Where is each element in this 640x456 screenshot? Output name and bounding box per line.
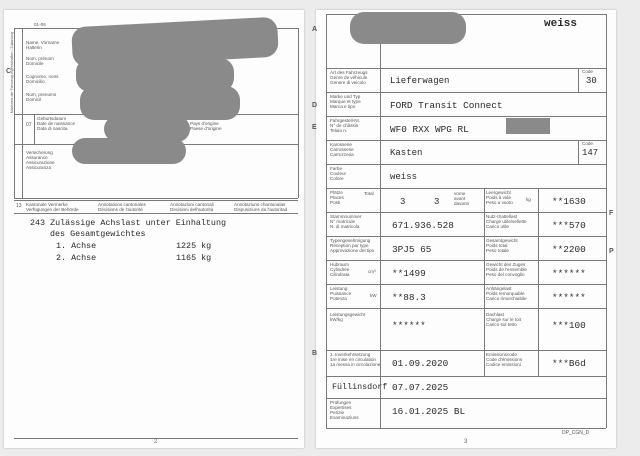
empty-weight-value: **1630 [552, 196, 586, 207]
payload-label: Nutz-/Sattellast Charge utile/sellette Carico utile [486, 214, 527, 229]
seats-front-value: 3 [434, 197, 440, 207]
trailer-label: Anhängelast Poids remorquable Carico rimorchiabile [486, 286, 527, 301]
empty-weight-label: Leergewicht Poids à vide Peso a vuoto [486, 190, 513, 205]
seats-value: 3 [400, 197, 406, 207]
typ-genehmigung-value: 3PJ5 65 [392, 244, 432, 255]
color-label: Farbe Couleur Colore [330, 166, 347, 181]
body-value: Kasten [390, 148, 423, 158]
side-letter: C [6, 68, 12, 75]
kind-value: Lieferwagen [390, 76, 450, 86]
document-code: DP_CGN_D [562, 430, 590, 436]
field-cognome: Cognome, nomi Domicilio [26, 74, 59, 84]
train-weight-label: Gewicht des Zuges Poids de l'ensemble Peso del convoglio [486, 262, 527, 277]
trailer-value: ****** [552, 292, 586, 303]
birth-num: 07 [26, 122, 32, 128]
roof-label: Dachlast Charge sur le toit Carico sul tetto [486, 312, 521, 327]
redaction-block [80, 86, 240, 120]
emission-label: Emissionscode Code d'émissions Codice emissioni [486, 352, 523, 367]
side-letter-a: A [312, 26, 318, 33]
redaction-block [72, 138, 186, 164]
col-de: Kantonale Vermerke Verfügungen der Behörde [26, 202, 79, 212]
emission-value: ***B6d [552, 358, 586, 369]
power-value: **88.3 [392, 292, 426, 303]
train-weight-value: ****** [552, 268, 586, 279]
side-letter-f: F [609, 210, 614, 217]
col-it: Annotazioni cantonali Decisioni dell'autorità [170, 202, 214, 212]
first-reg-value: 01.09.2020 [392, 358, 449, 369]
kind-label: Art des Fahrzeugs Genre de véhicule Genere di veicolo [330, 70, 368, 85]
registration-right-page [312, 10, 616, 448]
ratio-label: Leistungsgewicht kW/kg [330, 312, 366, 322]
place-label: Füllinsdorf [332, 382, 388, 392]
brand-label: Marke und Typ Marque et type Marca e tipo [330, 94, 361, 109]
top-color: weiss [544, 18, 578, 30]
kind-code-label: Code [582, 69, 593, 74]
total-weight-label: Gesamtgewicht Poids total Peso totale [486, 238, 518, 253]
power-label: Leistung Puissance Potenza [330, 286, 352, 301]
color-value: weiss [390, 172, 418, 182]
side-letter-e: E [312, 124, 317, 131]
page-number-right: 3 [464, 439, 468, 445]
side-letter-d: D [312, 102, 318, 109]
seats-front-label: vorne avant davanti [454, 191, 469, 206]
col-num: 13 [16, 203, 22, 209]
inspection-value: 16.01.2025 BL [392, 406, 466, 417]
kind-code: 30 [586, 76, 597, 86]
field-name: Name, Vorname Halterin [26, 40, 60, 50]
seats-total-label: Total [364, 191, 374, 196]
ratio-value: ****** [392, 320, 426, 331]
col-rm: Annotaziuns chantunalas Dispusiziuns da l'autoritad [234, 202, 288, 212]
roof-value: ***100 [552, 320, 586, 331]
first-reg-label: 1. Inverkehrsetzung 1re mise en circulation 1a messa in circolazione [330, 352, 381, 367]
insurance-label: Versicherung Assurance Assicurazione Assicuranza [26, 150, 55, 170]
origin-label: Pays d'origine Paese d'origine [190, 121, 222, 131]
redaction-block [350, 12, 466, 44]
type-approval-label: Stammnummer N° matricule N. di matricola [330, 214, 362, 229]
axle-2-value: 1165 kg [176, 253, 212, 263]
displacement-value: **1499 [392, 268, 426, 279]
displacement-label: Hubraum Cylindrée Cilindrata [330, 262, 350, 277]
body-code-label: Code [582, 141, 593, 146]
payload-value: ***570 [552, 220, 586, 231]
brand-value: FORD Transit Connect [390, 100, 503, 111]
registration-left-page [4, 10, 304, 448]
side-letter-p: P [609, 248, 614, 255]
total-weight-value: **2200 [552, 244, 586, 255]
axle-1-value: 1225 kg [176, 241, 212, 251]
seats-label: Plätze Places Posti [330, 190, 344, 205]
typ-genehmigung-label: Typengenehmigung Réception par type Approvazione del tipo [330, 238, 375, 253]
remark-line-1: 243 Zulässige Achslast unter Einhaltung [30, 218, 227, 228]
page-number-left: 2 [154, 439, 158, 445]
place-date: 07.07.2025 [392, 382, 449, 393]
axle-2-label: 2. Achse [56, 253, 97, 263]
power-unit: kW [370, 293, 377, 298]
remark-line-2: des Gesamtgewichtes [50, 229, 146, 239]
field-nom: Nom, prénom Domicile [26, 56, 54, 66]
displacement-unit: cm³ [368, 269, 376, 274]
vin-value: WF0 RXX WPG RL [390, 124, 469, 135]
field-num: Num, prenums Domicil [26, 92, 57, 102]
side-letter-b: B [312, 350, 318, 357]
vin-label: Fahrgestell-Nr. N° de châssis Telaio n. [330, 118, 361, 133]
header-code: 01-06 [34, 22, 46, 27]
body-code: 147 [582, 148, 599, 158]
birth-label: Geburtsdatum Date de naissance Data di nascita [37, 116, 76, 131]
side-label: Nachweis der Fahrzeug-eigenschaften / Zulassung [10, 32, 14, 114]
axle-1-label: 1. Achse [56, 241, 97, 251]
type-approval-value: 671.936.528 [392, 220, 454, 231]
body-label: Karosserie Carrosserie Carrozzeria [330, 142, 354, 157]
inspection-label: Prüfungen Expertises Perizie Examinaziuns [330, 400, 359, 420]
col-fr: Annotations cantonales Décisions de l'autorité [98, 202, 146, 212]
empty-weight-unit: kg [526, 197, 531, 202]
vin-redaction [506, 118, 550, 134]
